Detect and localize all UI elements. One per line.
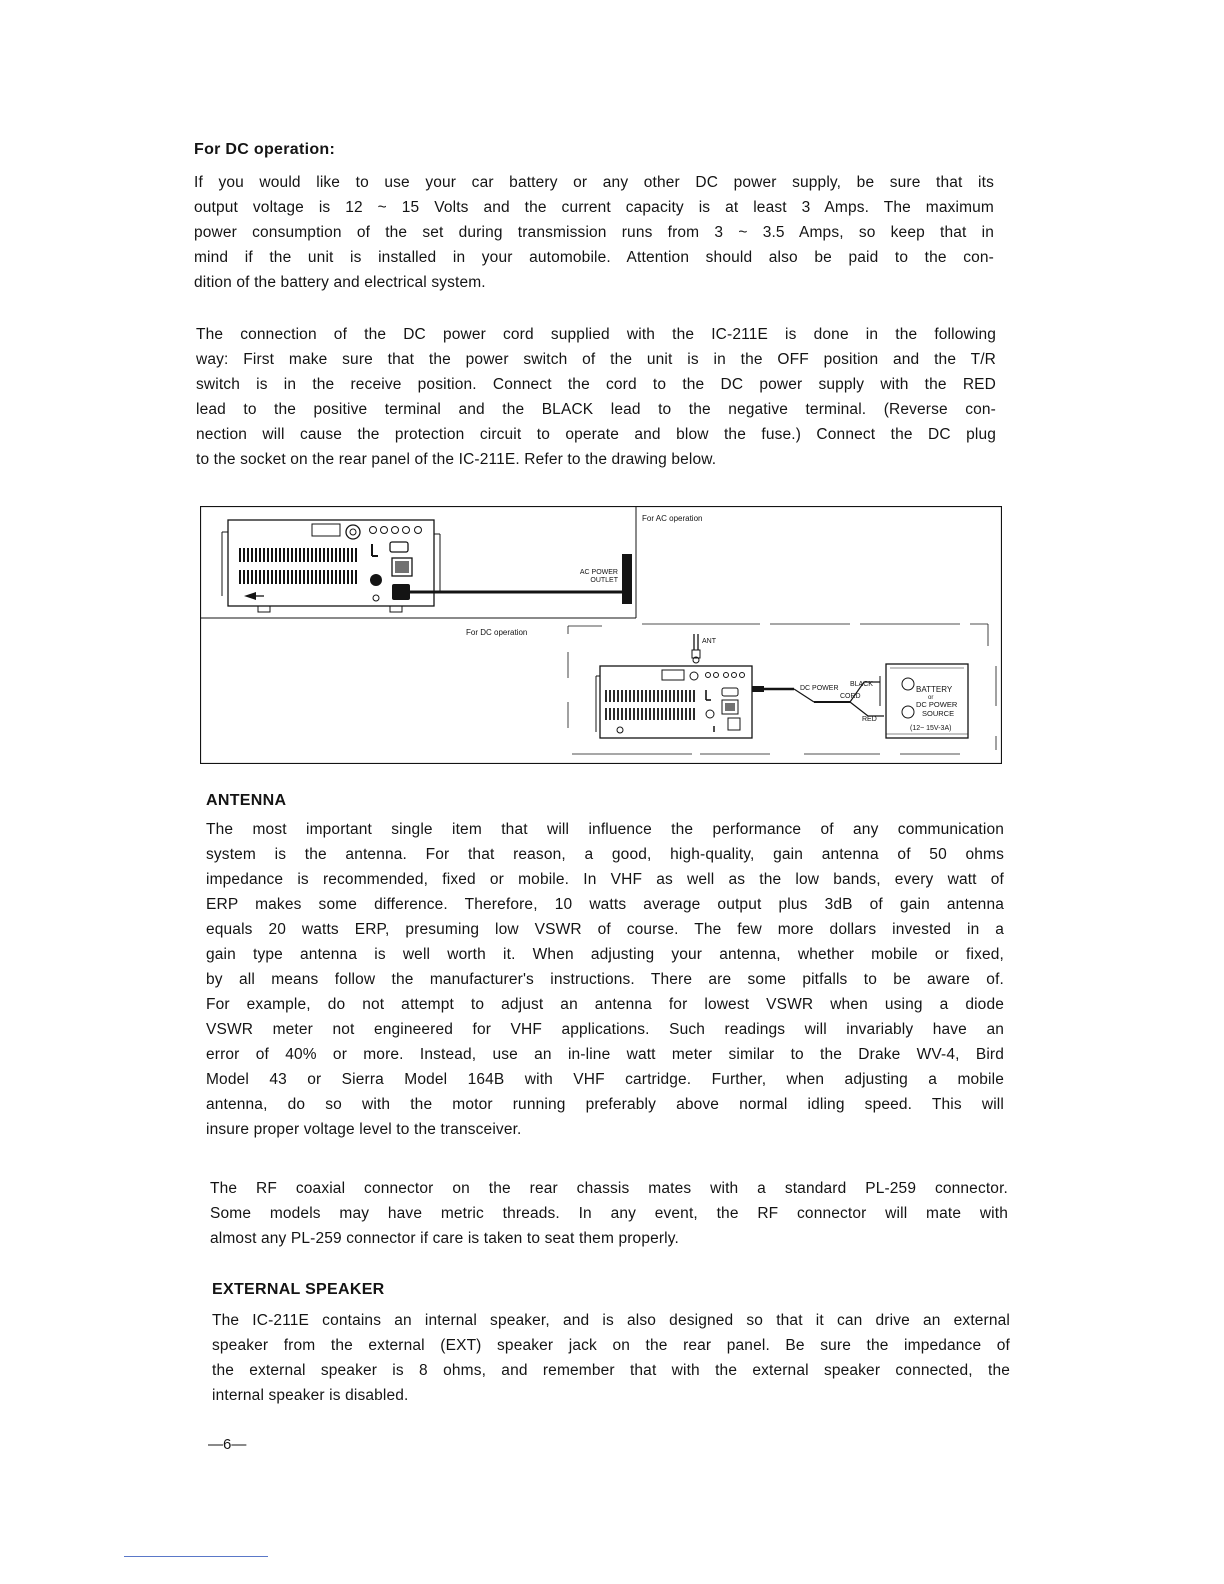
text-line: The RF coaxial connector on the rear chassis mates with a standard PL-259 connector. bbox=[210, 1180, 1008, 1197]
text-line: Some models may have metric threads. In any event, the RF connector will mate with bbox=[210, 1205, 1008, 1222]
antenna-paragraph-2 bbox=[210, 1176, 1008, 1251]
text-line: output voltage is 12 ~ 15 Volts and the current capacity is at least 3 Amps. The maximum bbox=[194, 199, 994, 216]
ac-outlet-label-1: AC POWER bbox=[579, 569, 618, 576]
external-speaker-heading: EXTERNAL SPEAKER bbox=[212, 1281, 385, 1298]
text-line: equals 20 watts ERP, presuming low VSWR of course. The few more dollars invested in a bbox=[206, 921, 1004, 938]
text-line: almost any PL-259 connector if care is taken to seat them properly. bbox=[210, 1230, 679, 1247]
text-line: to the socket on the rear panel of the IC-211E. Refer to the drawing below. bbox=[196, 451, 717, 468]
figure-frame bbox=[201, 507, 1002, 764]
text-line: Model 43 or Sierra Model 164B with VHF cartridge. Further, when adjusting a mobile bbox=[206, 1071, 1004, 1088]
text-line: The IC-211E contains an internal speaker, and is also designed so that it can drive an external bbox=[212, 1312, 1010, 1329]
text-line: antenna, do so with the motor running preferably above normal idling speed. This will bbox=[206, 1096, 1004, 1113]
text-line: system is the antenna. For that reason, a good, high-quality, gain antenna of 50 ohms bbox=[206, 846, 1004, 863]
dc-paragraph-2 bbox=[196, 322, 996, 472]
text-line: The most important single item that will influence the performance of any communication bbox=[206, 821, 1004, 838]
text-line: impedance is recommended, fixed or mobile. In VHF as well as the low bands, every watt of bbox=[206, 871, 1004, 888]
text-line: gain type antenna is well worth it. When adjusting your antenna, whether mobile or fixed, bbox=[206, 946, 1004, 963]
or-label: or bbox=[928, 695, 934, 701]
ant-label: ANT bbox=[702, 638, 716, 645]
text-line: ERP makes some difference. Therefore, 10 watts average output plus 3dB of gain antenna bbox=[206, 896, 1004, 913]
transceiver-rear-bottom bbox=[596, 666, 752, 738]
dc-power-cord-label-1: DC POWER bbox=[800, 685, 839, 692]
text-line: the external speaker is 8 ohms, and remember that with the external speaker connected, the bbox=[212, 1362, 1010, 1379]
voltage-label: (12~ 15V-3A) bbox=[910, 725, 952, 732]
text-line: way: First make sure that the power switch of the unit is in the OFF position and the T/R bbox=[196, 351, 996, 368]
external-speaker-paragraph bbox=[212, 1308, 1010, 1408]
ac-outlet-label-2: OUTLET bbox=[590, 577, 618, 584]
text-line: power consumption of the set during transmission runs from 3 ~ 3.5 Amps, so keep that in bbox=[194, 224, 994, 241]
antenna-connector bbox=[692, 634, 700, 663]
connection-diagram bbox=[200, 506, 1002, 764]
dc-paragraph-1 bbox=[194, 170, 994, 295]
text-line: lead to the positive terminal and the BLACK lead to the negative terminal. (Reverse con- bbox=[196, 401, 996, 418]
dc-power-cord-label-2: CORD bbox=[840, 693, 861, 700]
transceiver-rear-top bbox=[222, 520, 440, 612]
text-line: error of 40% or more. Instead, use an in-line watt meter similar to the Drake WV-4, Bird bbox=[206, 1046, 1004, 1063]
dc-operation-label: For DC operation bbox=[466, 628, 528, 637]
antenna-heading: ANTENNA bbox=[206, 792, 287, 809]
text-line: mind if the unit is installed in your automobile. Attention should also be paid to the con- bbox=[194, 249, 994, 266]
text-line: by all means follow the manufacturer's instructions. There are some pitfalls to be aware of. bbox=[206, 971, 1004, 988]
text-line: internal speaker is disabled. bbox=[212, 1387, 409, 1404]
text-line: speaker from the external (EXT) speaker jack on the rear panel. Be sure the impedance of bbox=[212, 1337, 1010, 1354]
text-line: insure proper voltage level to the transceiver. bbox=[206, 1121, 522, 1138]
dc-power-source-label: DC POWER bbox=[916, 700, 958, 709]
text-line: switch is in the receive position. Connect the cord to the DC power supply with the RED bbox=[196, 376, 996, 393]
connection-diagram-svg bbox=[200, 506, 1002, 764]
source-label: SOURCE bbox=[922, 709, 955, 718]
ac-operation-label: For AC operation bbox=[642, 514, 703, 523]
ac-wall-outlet bbox=[622, 554, 632, 604]
black-lead-label: BLACK bbox=[850, 681, 873, 688]
red-lead-label: RED bbox=[862, 716, 877, 723]
dc-operation-heading: For DC operation: bbox=[194, 141, 336, 158]
text-line: For example, do not attempt to adjust an antenna for lowest VSWR when using a diode bbox=[206, 996, 1004, 1013]
text-line: dition of the battery and electrical system. bbox=[194, 274, 486, 291]
text-line: If you would like to use your car battery or any other DC power supply, be sure that its bbox=[194, 174, 994, 191]
page-number: —6— bbox=[208, 1436, 247, 1453]
text-line: The connection of the DC power cord supplied with the IC-211E is done in the following bbox=[196, 326, 996, 343]
antenna-paragraph-1 bbox=[206, 817, 1004, 1142]
text-line: VSWR meter not engineered for VHF applications. Such readings will invariably have an bbox=[206, 1021, 1004, 1038]
footer-rule bbox=[124, 1556, 268, 1557]
battery-label: BATTERY bbox=[916, 685, 953, 694]
text-line: nection will cause the protection circuit to operate and blow the fuse.) Connect the DC plug bbox=[196, 426, 996, 443]
